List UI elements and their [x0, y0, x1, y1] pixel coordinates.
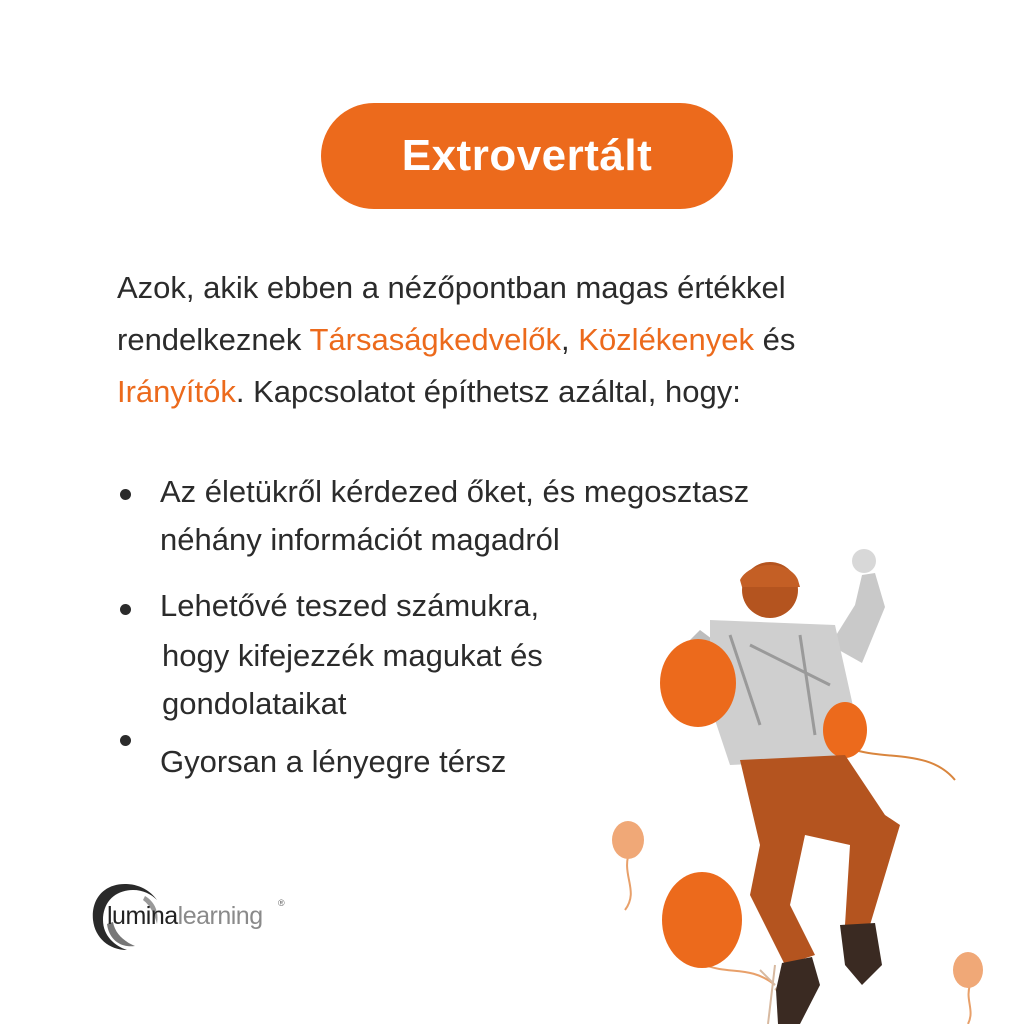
balloon [953, 952, 983, 988]
bullet-dot [120, 489, 131, 500]
highlight-tarsasagkedvelok: Társaságkedvelők [309, 322, 562, 357]
bullet-3-line-1: Gyorsan a lényegre térsz [160, 744, 507, 779]
category-title: Extrovertált [401, 131, 653, 180]
balloon [660, 639, 736, 727]
balloon [662, 872, 742, 968]
bullet-1-line-1: Az életükről kérdezed őket, és megosztasz [160, 474, 750, 509]
intro-separator-1: , [561, 322, 579, 357]
logo-wordmark: luminalearning [107, 902, 263, 930]
balloon [823, 702, 867, 758]
bullet-dot [120, 604, 131, 615]
intro-text-end: . Kapcsolatot építhetsz azáltal, hogy: [235, 374, 741, 409]
bullet-1-line-2: néhány információt magadról [160, 522, 560, 557]
bullet-2-line-2: hogy kifejezzék magukat és [162, 638, 543, 673]
lumina-learning-logo [85, 878, 295, 958]
intro-separator-2: és [754, 322, 796, 357]
bullet-dot [120, 735, 131, 746]
intro-text-start: Azok, akik ebben a nézőpontban magas értékkel rendelkeznek [117, 270, 786, 357]
category-title-pill [321, 103, 733, 209]
bullet-2-line-3: gondolataikat [162, 686, 347, 721]
jumping-person-illustration [600, 545, 1019, 1024]
balloon [612, 821, 644, 859]
highlight-iranyitok: Irányítók [117, 374, 236, 409]
intro-paragraph [117, 262, 917, 418]
registered-mark: ® [278, 898, 285, 908]
highlight-kozlekenyek: Közlékenyek [578, 322, 755, 357]
bullet-2-line-1: Lehetővé teszed számukra, [160, 588, 540, 623]
